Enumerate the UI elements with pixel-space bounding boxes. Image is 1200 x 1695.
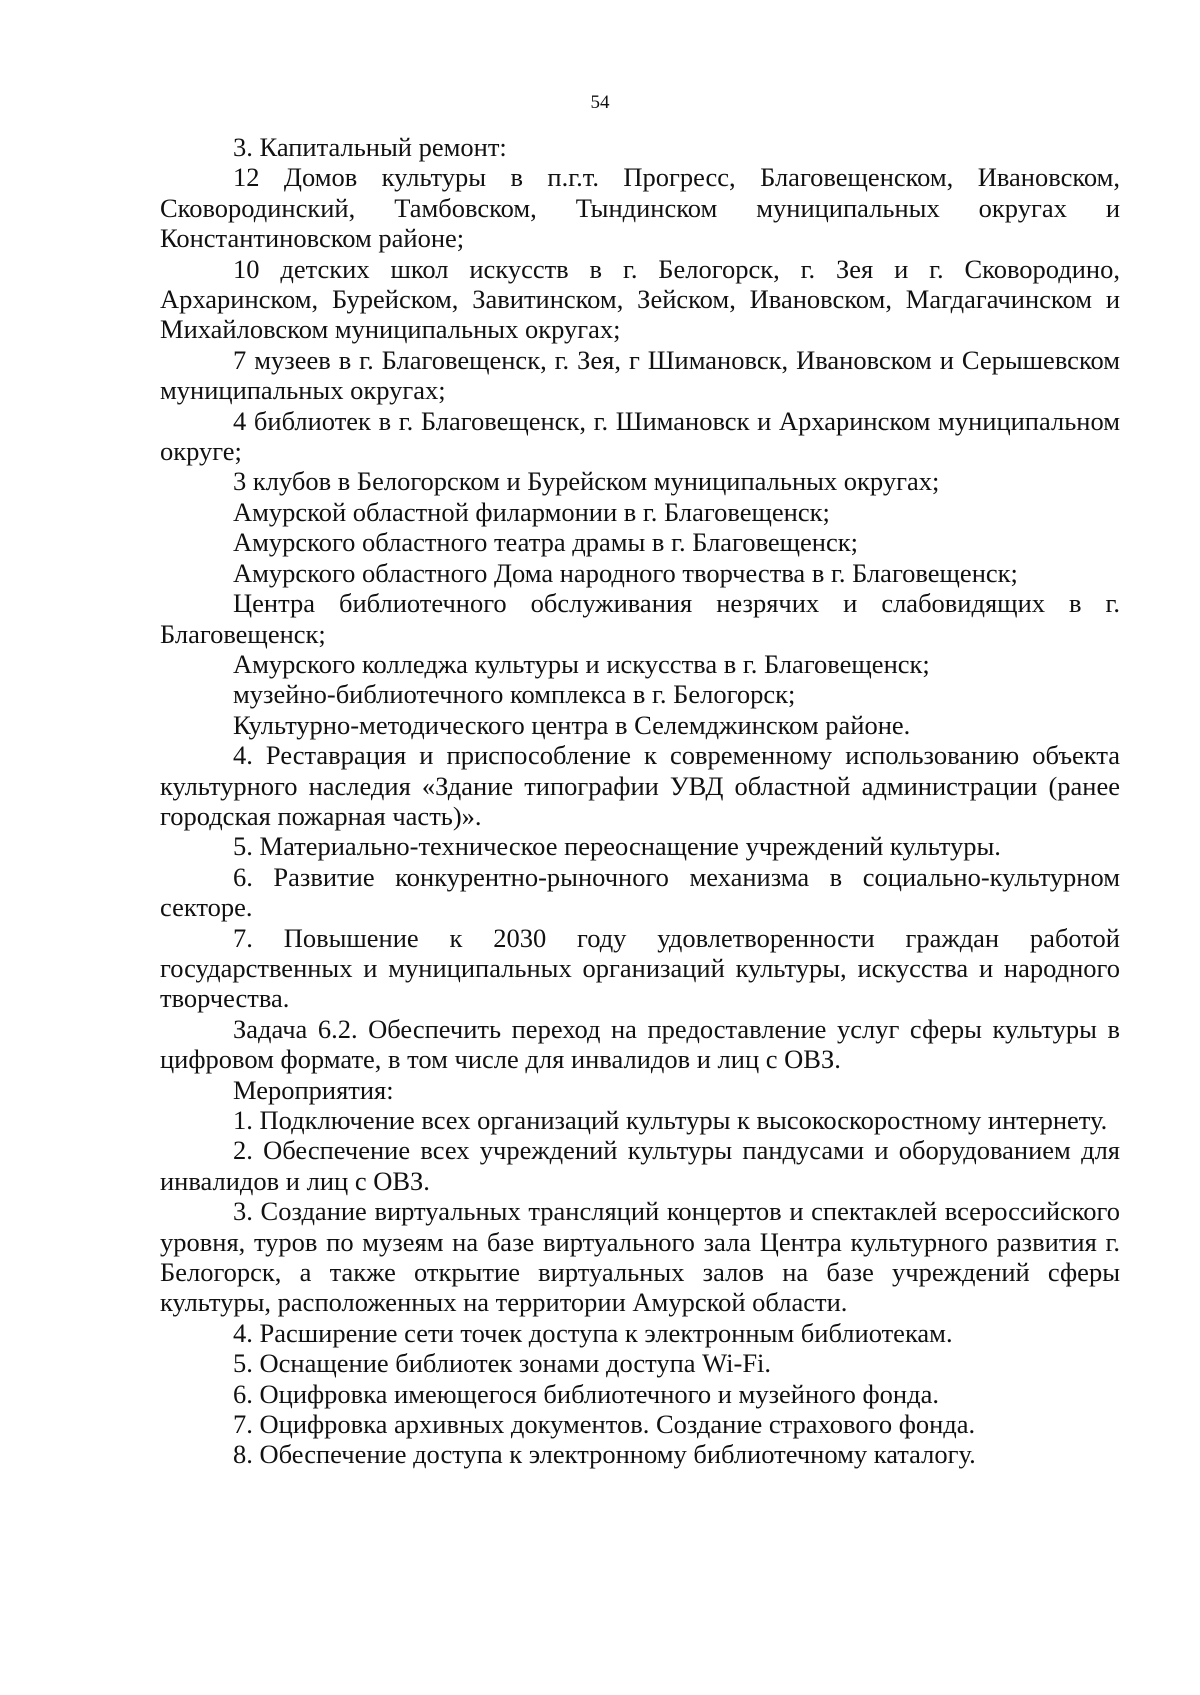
page-number: 54 (590, 92, 610, 113)
paragraph: 7 музеев в г. Благовещенск, г. Зея, г Шимановск, Ивановском и Серышевском муниципальных округах; (160, 344, 1120, 406)
paragraph: Задача 6.2. Обеспечить переход на предоставление услуг сферы культуры в цифровом формате, в том числе для инвалидов и лиц с ОВЗ. (160, 1013, 1120, 1075)
paragraph: 8. Обеспечение доступа к электронному библиотечному каталогу. (233, 1439, 976, 1470)
paragraph: 7. Повышение к 2030 году удовлетворенности граждан работой государственных и муниципальных организаций культуры, искусства и народного творчества. (160, 922, 1120, 1014)
paragraph: Амурской областной филармонии в г. Благовещенск; (233, 496, 830, 527)
paragraph: 3. Создание виртуальных трансляций концертов и спектаклей всероссийского уровня, туров по музеям на базе виртуального зала Центра культурного развития г. Белогорск, а также открытие виртуальных залов на базе учреждений сферы культуры, расположенных на территории Амурской области. (160, 1196, 1120, 1318)
paragraph: Амурского колледжа культуры и искусства в г. Благовещенск; (233, 648, 930, 679)
paragraph: 5. Материально-техническое переоснащение учреждений культуры. (233, 831, 1001, 862)
paragraph: Центра библиотечного обслуживания незрячих и слабовидящих в г. Благовещенск; (160, 588, 1120, 649)
paragraph: Культурно-методического центра в Селемджинском районе. (233, 709, 911, 740)
paragraph: 2. Обеспечение всех учреждений культуры пандусами и оборудованием для инвалидов и лиц с ОВЗ. (160, 1135, 1120, 1196)
paragraph: музейно-библиотечного комплекса в г. Белогорск; (233, 679, 796, 710)
paragraph: 4 библиотек в г. Благовещенск, г. Шимановск и Архаринском муниципальном округе; (160, 405, 1120, 467)
paragraph: 4. Расширение сети точек доступа к электронным библиотекам. (233, 1317, 953, 1348)
paragraph: 6. Оцифровка имеющегося библиотечного и музейного фонда. (233, 1378, 939, 1409)
paragraph: 3. Капитальный ремонт: (233, 132, 507, 162)
paragraph: Амурского областного театра драмы в г. Благовещенск; (233, 527, 858, 558)
paragraph: 5. Оснащение библиотек зонами доступа Wi-Fi. (233, 1348, 772, 1379)
paragraph: 1. Подключение всех организаций культуры к высокоскоростному интернету. (233, 1105, 1108, 1135)
paragraph: 3 клубов в Белогорском и Бурейском муниципальных округах; (233, 466, 940, 497)
document-body (160, 132, 1120, 1470)
paragraph: 4. Реставрация и приспособление к современному использованию объекта культурного наследия «Здание типографии УВД областной администрации (ранее городская пожарная часть)». (160, 740, 1120, 831)
paragraph: 10 детских школ искусств в г. Белогорск, г. Зея и г. Сковородино, Архаринском, Бурейском, Завитинском, Зейском, Ивановском, Магдагачинском и Михайловском муниципальных округах; (160, 253, 1120, 345)
paragraph: 6. Развитие конкурентно-рыночного механизма в социально-культурном секторе. (160, 861, 1120, 923)
paragraph: 12 Домов культуры в п.г.т. Прогресс, Благовещенском, Ивановском, Сковородинский, Тамбовском, Тындинском муниципальных округах и Константиновском районе; (160, 162, 1120, 254)
paragraph: Амурского областного Дома народного творчества в г. Благовещенск; (233, 557, 1018, 588)
paragraph: Мероприятия: (233, 1074, 394, 1105)
paragraph: 7. Оцифровка архивных документов. Создание страхового фонда. (233, 1409, 976, 1440)
